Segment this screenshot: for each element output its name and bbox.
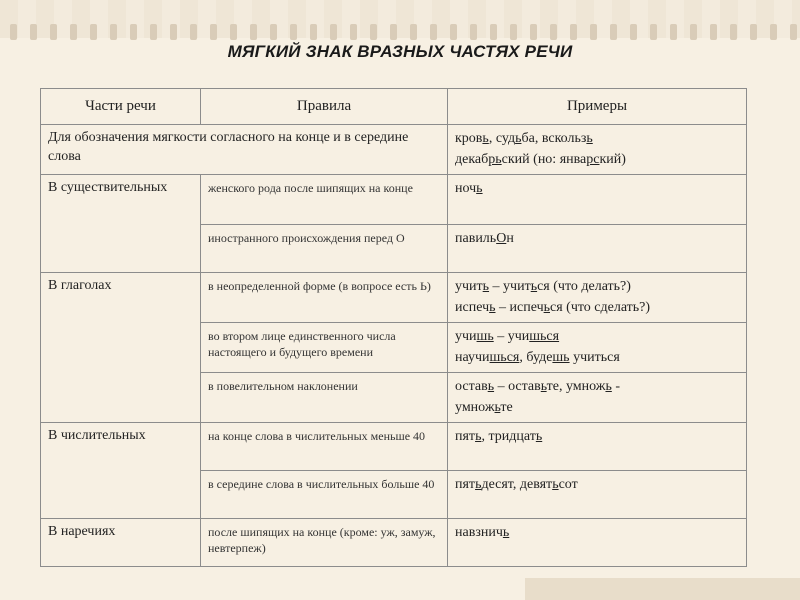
notebook-hole — [410, 24, 417, 40]
table-row — [41, 519, 747, 567]
example-text: декаб — [455, 152, 489, 167]
example-line — [455, 297, 739, 318]
example-underlined: О — [496, 231, 507, 246]
notebook-hole — [90, 24, 97, 40]
notebook-hole — [310, 24, 317, 40]
header-rules: Правила — [201, 89, 448, 125]
notebook-hole — [790, 24, 797, 40]
example-text: испеч — [455, 300, 490, 315]
example-underlined: ь — [475, 477, 482, 492]
row-examples — [448, 273, 747, 323]
example-underlined: ь — [487, 379, 495, 394]
row-rule: на конце слова в числительных меньше 40 — [201, 423, 448, 471]
notebook-hole — [390, 24, 397, 40]
notebook-hole — [210, 24, 217, 40]
notebook-hole — [470, 24, 477, 40]
notebook-hole — [590, 24, 597, 40]
notebook-hole — [270, 24, 277, 40]
example-line — [455, 149, 739, 170]
example-line — [455, 178, 739, 199]
notebook-hole — [530, 24, 537, 40]
example-line — [455, 276, 739, 297]
notebook-hole — [690, 24, 697, 40]
notebook-hole — [190, 24, 197, 40]
row-examples — [448, 373, 747, 423]
table-row — [41, 125, 747, 175]
row-part: В наречиях — [41, 519, 201, 567]
example-underlined: ь — [530, 279, 538, 294]
example-line — [455, 474, 739, 495]
row-rule: в повелительном наклонении — [201, 373, 448, 423]
example-underlined: ь — [586, 131, 593, 146]
example-text: остав — [455, 379, 488, 394]
example-text: кий) — [599, 152, 626, 167]
example-text: научи — [455, 350, 490, 365]
example-underlined: ь — [605, 379, 612, 394]
notebook-hole — [770, 24, 777, 40]
notebook-hole — [150, 24, 157, 40]
notebook-hole — [730, 24, 737, 40]
row-rule: во втором лице единственного числа настоящего и будущего времени — [201, 323, 448, 373]
example-text: учи — [455, 329, 477, 344]
notebook-hole — [510, 24, 517, 40]
notebook-hole — [330, 24, 337, 40]
example-underlined: ь — [494, 400, 501, 415]
row-rule: после шипящих на конце (кроме: уж, замуж, невтерпеж) — [201, 519, 448, 567]
row-rule: в неопределенной форме (в вопросе есть Ь) — [201, 273, 448, 323]
example-text: ся (что сделать?) — [550, 300, 651, 315]
example-text: н — [506, 231, 514, 246]
example-text: те — [500, 400, 513, 415]
example-text: – учи — [493, 329, 530, 344]
row-rule: в середине слова в числительных больше 40 — [201, 471, 448, 519]
header-examples: Примеры — [448, 89, 747, 125]
example-text: ноч — [455, 181, 477, 196]
example-underlined: ь — [543, 300, 550, 315]
example-text: , буде — [519, 350, 553, 365]
example-text: , тридцат — [481, 429, 536, 444]
table-row — [41, 423, 747, 471]
notebook-hole — [130, 24, 137, 40]
row-examples — [448, 225, 747, 273]
notebook-hole — [290, 24, 297, 40]
notebook-hole — [70, 24, 77, 40]
example-underlined: рь — [488, 152, 502, 167]
notebook-hole — [430, 24, 437, 40]
example-text: – испеч — [495, 300, 544, 315]
example-text: пят — [455, 429, 476, 444]
notebook-hole — [630, 24, 637, 40]
notebook-hole — [50, 24, 57, 40]
notebook-hole — [170, 24, 177, 40]
example-text: кров — [455, 131, 483, 146]
notebook-hole — [490, 24, 497, 40]
row-examples — [448, 471, 747, 519]
example-line — [455, 326, 739, 347]
example-underlined: шься — [529, 329, 560, 344]
notebook-holes — [0, 24, 800, 42]
notebook-hole — [450, 24, 457, 40]
example-text: ба, вскольз — [521, 131, 587, 146]
example-underlined: ь — [476, 181, 483, 196]
notebook-hole — [10, 24, 17, 40]
row-examples — [448, 175, 747, 225]
table-row — [41, 175, 747, 225]
notebook-hole — [610, 24, 617, 40]
example-underlined: ь — [475, 429, 482, 444]
example-text: десят, девят — [481, 477, 553, 492]
notebook-hole — [230, 24, 237, 40]
notebook-hole — [650, 24, 657, 40]
example-underlined: ь — [540, 379, 547, 394]
row-rule: иностранного происхождения перед О — [201, 225, 448, 273]
header-parts: Части речи — [41, 89, 201, 125]
example-underlined: ь — [482, 131, 489, 146]
example-underlined: ь — [515, 131, 522, 146]
example-text: павиль — [455, 231, 497, 246]
example-line — [455, 347, 739, 368]
example-text: – остав — [494, 379, 541, 394]
example-underlined: ь — [502, 525, 510, 540]
example-text: ся (что делать?) — [537, 279, 631, 294]
example-underlined: шься — [489, 350, 520, 365]
row-part: В числительных — [41, 423, 201, 519]
example-text: ский (но: янва — [501, 152, 587, 167]
example-underlined: рс — [586, 152, 600, 167]
row-rule: женского рода после шипящих на конце — [201, 175, 448, 225]
row-part: В глаголах — [41, 273, 201, 423]
notebook-hole — [570, 24, 577, 40]
example-line — [455, 522, 739, 543]
notebook-hole — [750, 24, 757, 40]
table-header-row — [41, 89, 747, 125]
bottom-tape — [525, 578, 800, 600]
example-underlined: шь — [552, 350, 570, 365]
example-text: - — [611, 379, 621, 394]
example-text: умнож — [455, 400, 495, 415]
notebook-hole — [110, 24, 117, 40]
example-text: те, умнож — [546, 379, 606, 394]
row-examples — [448, 125, 747, 175]
example-line — [455, 376, 739, 397]
row-part: В существительных — [41, 175, 201, 273]
example-line — [455, 228, 739, 249]
notebook-hole — [710, 24, 717, 40]
example-underlined: ь — [535, 429, 543, 444]
example-text: пят — [455, 477, 476, 492]
notebook-hole — [670, 24, 677, 40]
example-text: учит — [455, 279, 483, 294]
example-underlined: ь — [482, 279, 490, 294]
example-text: сот — [558, 477, 578, 492]
notebook-hole — [550, 24, 557, 40]
example-text: , суд — [488, 131, 516, 146]
example-line — [455, 426, 739, 447]
example-text: – учит — [489, 279, 531, 294]
example-line — [455, 397, 739, 418]
notebook-hole — [370, 24, 377, 40]
notebook-hole — [250, 24, 257, 40]
row-examples — [448, 519, 747, 567]
page-title: МЯГКИЙ ЗНАК ВРАЗНЫХ ЧАСТЯХ РЕЧИ — [227, 42, 573, 61]
example-line — [455, 128, 739, 149]
example-underlined: ь — [552, 477, 559, 492]
example-underlined: ь — [489, 300, 496, 315]
example-text: навзнич — [455, 525, 503, 540]
table-row — [41, 273, 747, 323]
row-examples — [448, 423, 747, 471]
row-examples — [448, 323, 747, 373]
notebook-hole — [350, 24, 357, 40]
example-text: учиться — [569, 350, 620, 365]
rules-table — [40, 88, 747, 567]
notebook-hole — [30, 24, 37, 40]
row-part: Для обозначения мягкости согласного на конце и в середине слова — [41, 125, 448, 175]
example-underlined: шь — [476, 329, 494, 344]
